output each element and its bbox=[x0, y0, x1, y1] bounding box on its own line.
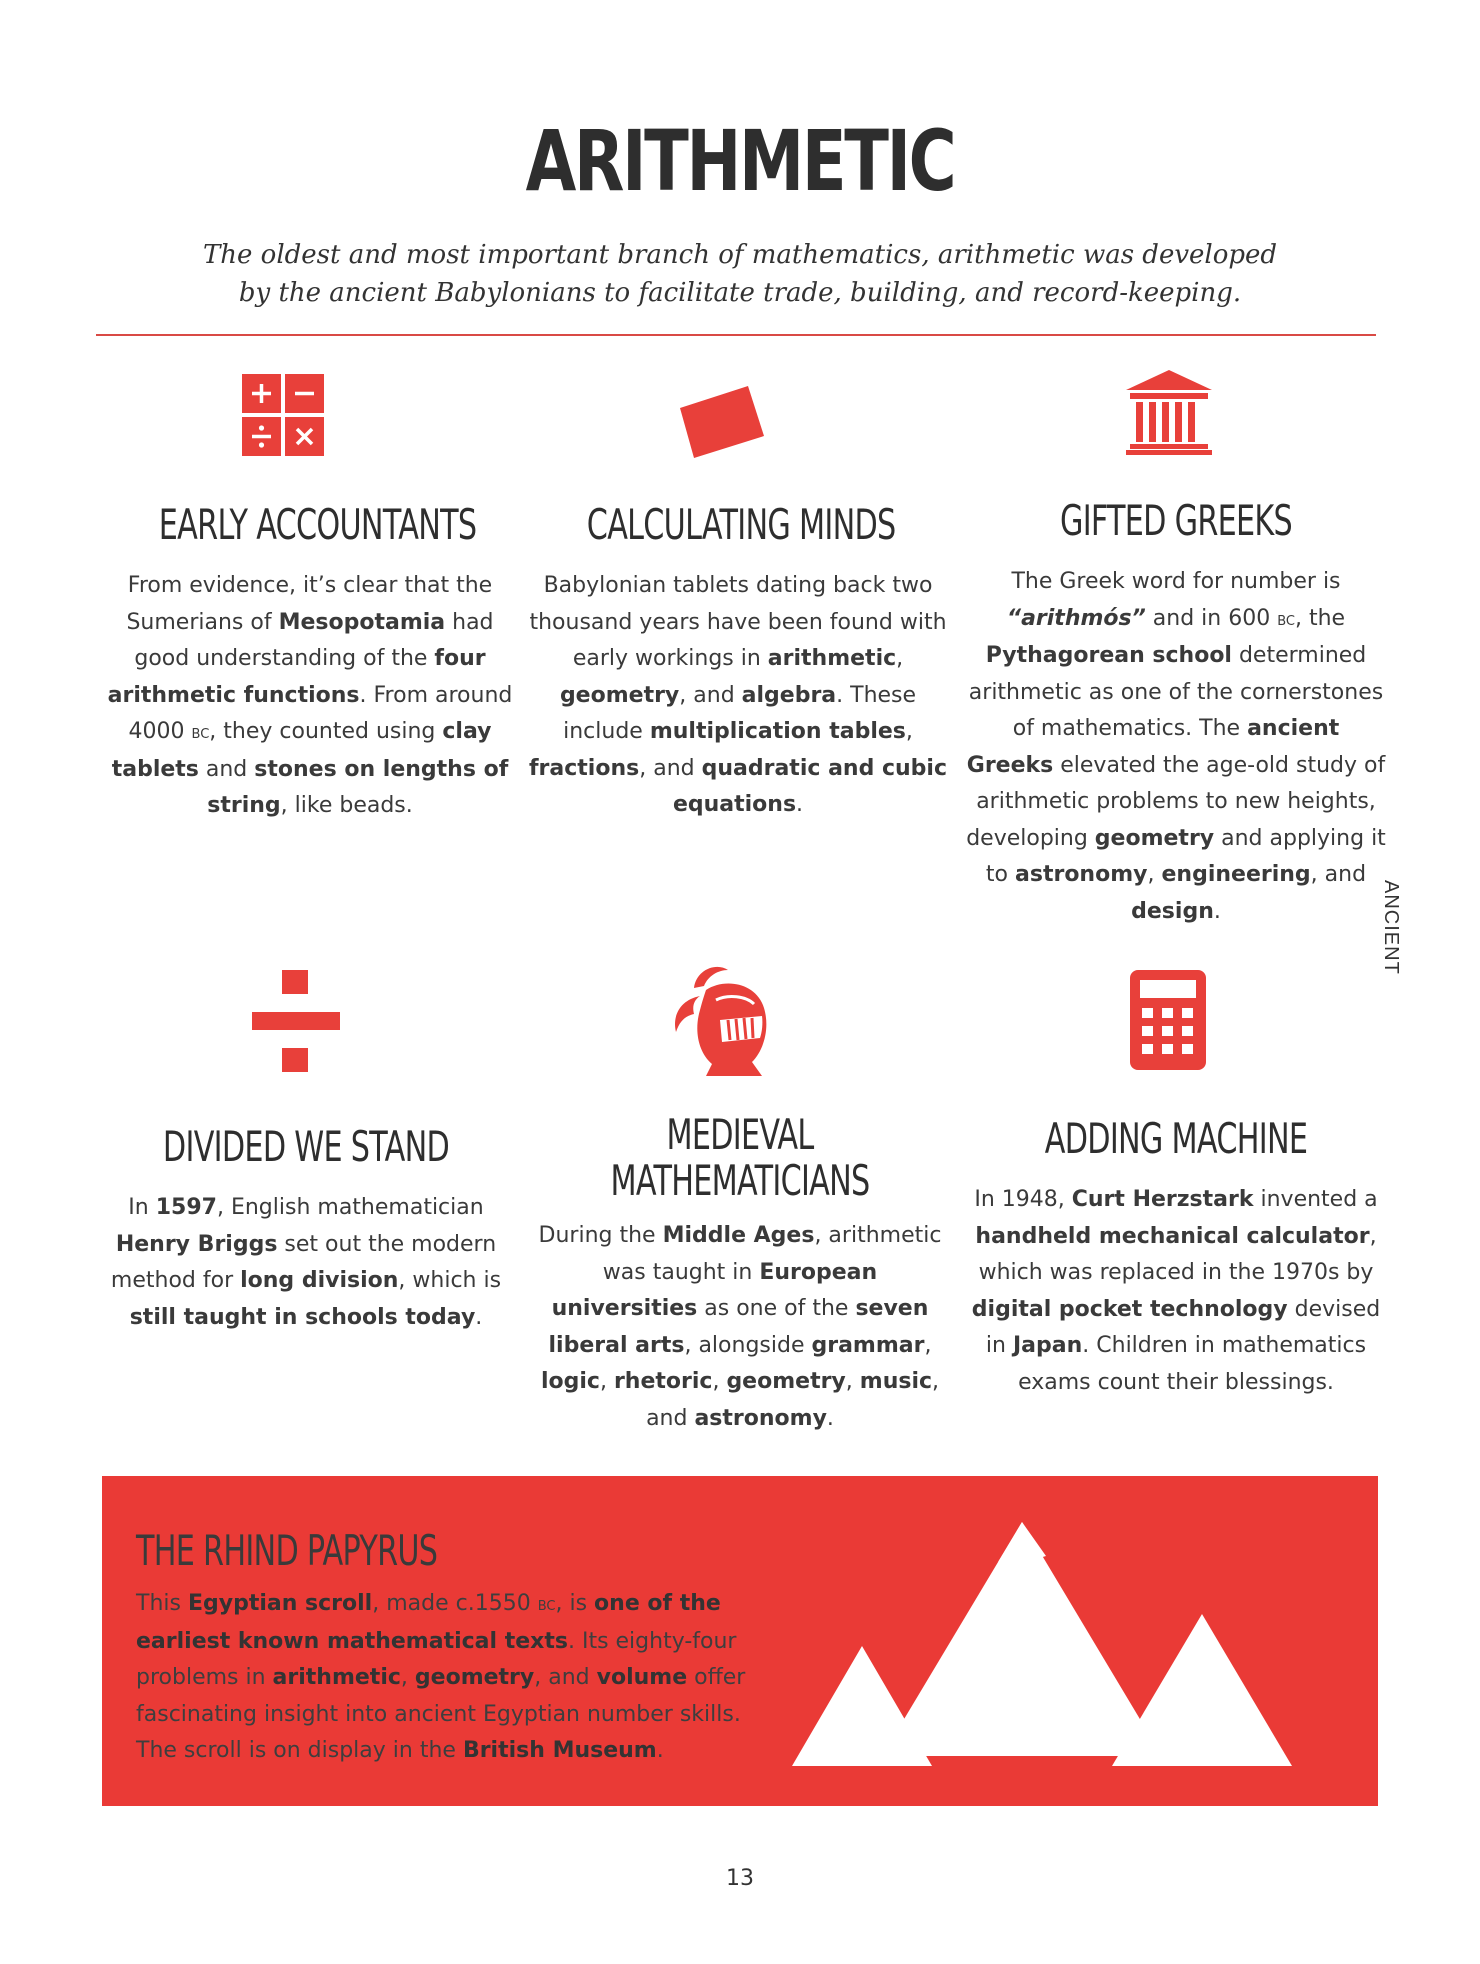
text-run: 1597 bbox=[155, 1195, 217, 1220]
section-early-accountants bbox=[100, 502, 520, 825]
text-run: “arithmós” bbox=[1006, 605, 1146, 631]
text-run: stones on lengths of string bbox=[207, 756, 509, 818]
feature-heading: THE RHIND PAPYRUS bbox=[136, 1526, 438, 1575]
text-run: Egyptian scroll bbox=[187, 1591, 373, 1616]
text-run: geometry bbox=[559, 682, 680, 708]
section-body: In 1948, Curt Herzstark invented a handheld mechanical calculator, which was replaced in the 1970s by digital pocket technology devised in Japan. Children in mathematics exams count their blessings. bbox=[971, 1187, 1381, 1395]
section-calculating-minds bbox=[528, 502, 948, 824]
text-run: engineering bbox=[1161, 862, 1311, 887]
text-run: design bbox=[1131, 898, 1214, 924]
section-body: During the Middle Ages, arithmetic was taught in European universities as one of the seven liberal arts, alongside grammar, logic, rhetoric, geometry, music, and astronomy. bbox=[538, 1223, 942, 1431]
divider-rule bbox=[96, 334, 1376, 336]
text-run: arithmetic bbox=[767, 646, 897, 671]
text-run: still taught in schools today bbox=[129, 1304, 476, 1330]
section-heading: DIVIDED WE STAND bbox=[162, 1122, 450, 1171]
text-run: geometry bbox=[414, 1665, 535, 1690]
feature-body: This Egyptian scroll, made c.1550 bc, is one of the earliest known mathematical texts. Its eighty-four problems in arithmetic, geometry, and volume offer fascinating insight into ancient Egyptian number skills. The scroll is on display in the British Museum. bbox=[136, 1591, 746, 1763]
text-run: handheld mechanical calculator bbox=[975, 1223, 1370, 1249]
section-adding-machine bbox=[966, 1116, 1386, 1401]
clay-tablet-icon bbox=[676, 380, 768, 460]
rhind-papyrus-box bbox=[102, 1476, 1378, 1806]
section-gifted-greeks bbox=[966, 498, 1386, 930]
greek-temple-icon bbox=[1124, 368, 1214, 456]
text-run: Henry Briggs bbox=[115, 1231, 278, 1257]
section-body: The Greek word for number is “arithmós” and in 600 bc, the Pythagorean school determined arithmetic as one of the cornerstones of mathematics. The ancient Greeks elevated the age-old study of arithmetic problems to new heights, developing geometry and applying it to astronomy, engineering, and design. bbox=[966, 569, 1386, 924]
text-run: grammar bbox=[811, 1332, 925, 1358]
text-run: astronomy bbox=[694, 1405, 827, 1431]
text-run: Mesopotamia bbox=[278, 609, 446, 635]
section-heading: EARLY ACCOUNTANTS bbox=[158, 500, 477, 549]
section-heading: CALCULATING MINDS bbox=[586, 500, 896, 549]
text-run: Pythagorean school bbox=[985, 643, 1232, 668]
text-run: fractions bbox=[528, 755, 640, 781]
page-number: 13 bbox=[726, 1866, 754, 1891]
text-run: digital pocket technology bbox=[971, 1296, 1288, 1322]
text-run: geometry bbox=[726, 1369, 846, 1394]
pyramids-icon bbox=[762, 1516, 1342, 1796]
division-sign-icon bbox=[252, 970, 340, 1074]
text-run: four arithmetic functions bbox=[107, 646, 486, 708]
text-run: British Museum bbox=[462, 1738, 657, 1763]
text-run: multiplication tables bbox=[649, 719, 906, 744]
text-run: clay tablets bbox=[111, 719, 492, 782]
section-heading: ADDING MACHINE bbox=[1044, 1114, 1308, 1163]
text-run: European universities bbox=[551, 1259, 878, 1321]
text-run: rhetoric bbox=[613, 1369, 713, 1394]
text-run: ancient Greeks bbox=[966, 716, 1340, 778]
text-run: bc bbox=[191, 722, 210, 743]
text-run: Middle Ages bbox=[662, 1223, 815, 1248]
text-run: astronomy bbox=[1015, 862, 1148, 887]
text-run: Curt Herzstark bbox=[1071, 1187, 1254, 1212]
text-run: bc bbox=[1277, 608, 1295, 630]
text-run: arithmetic bbox=[272, 1665, 401, 1690]
section-divided-we-stand bbox=[96, 1124, 516, 1336]
text-run: Japan bbox=[1012, 1333, 1083, 1358]
section-medieval-mathematicians bbox=[530, 1112, 950, 1437]
text-run: seven liberal arts bbox=[548, 1296, 929, 1358]
text-run: long division bbox=[240, 1268, 399, 1293]
chapter-side-tab: ANCIENT bbox=[1380, 880, 1402, 975]
page-title: ARITHMETIC bbox=[525, 112, 955, 210]
section-heading: GIFTED GREEKS bbox=[1059, 496, 1293, 545]
text-run: music bbox=[859, 1369, 933, 1394]
section-body: From evidence, it’s clear that the Sumerians of Mesopotamia had good understanding of the four arithmetic functions. From around 4000 bc, they counted using clay tablets and stones on lengths of string, like beads. bbox=[107, 573, 513, 818]
text-run: one of the earliest known mathematical texts bbox=[136, 1591, 721, 1654]
calculator-icon bbox=[1130, 970, 1206, 1070]
text-run: bc bbox=[537, 1594, 556, 1615]
section-heading: MEDIEVAL MATHEMATICIANS bbox=[610, 1110, 870, 1205]
calculator-symbols-icon bbox=[242, 374, 324, 456]
text-run: quadratic and cubic equations bbox=[672, 755, 948, 817]
text-run: algebra bbox=[741, 682, 837, 708]
text-run: volume bbox=[596, 1665, 688, 1690]
text-run: geometry bbox=[1094, 825, 1215, 851]
text-run: logic bbox=[540, 1369, 600, 1394]
section-body: In 1597, English mathematician Henry Briggs set out the modern method for long division, which is still taught in schools today. bbox=[110, 1195, 502, 1330]
intro-text: The oldest and most important branch of mathematics, arithmetic was developed by the ancient Babylonians to facilitate trade, building, and record-keeping. bbox=[202, 240, 1278, 308]
section-body: Babylonian tablets dating back two thousand years have been found with early workings in arithmetic, geometry, and algebra. These include multiplication tables, fractions, and quadratic and cubic equations. bbox=[528, 573, 948, 817]
knight-helmet-icon bbox=[666, 960, 778, 1084]
